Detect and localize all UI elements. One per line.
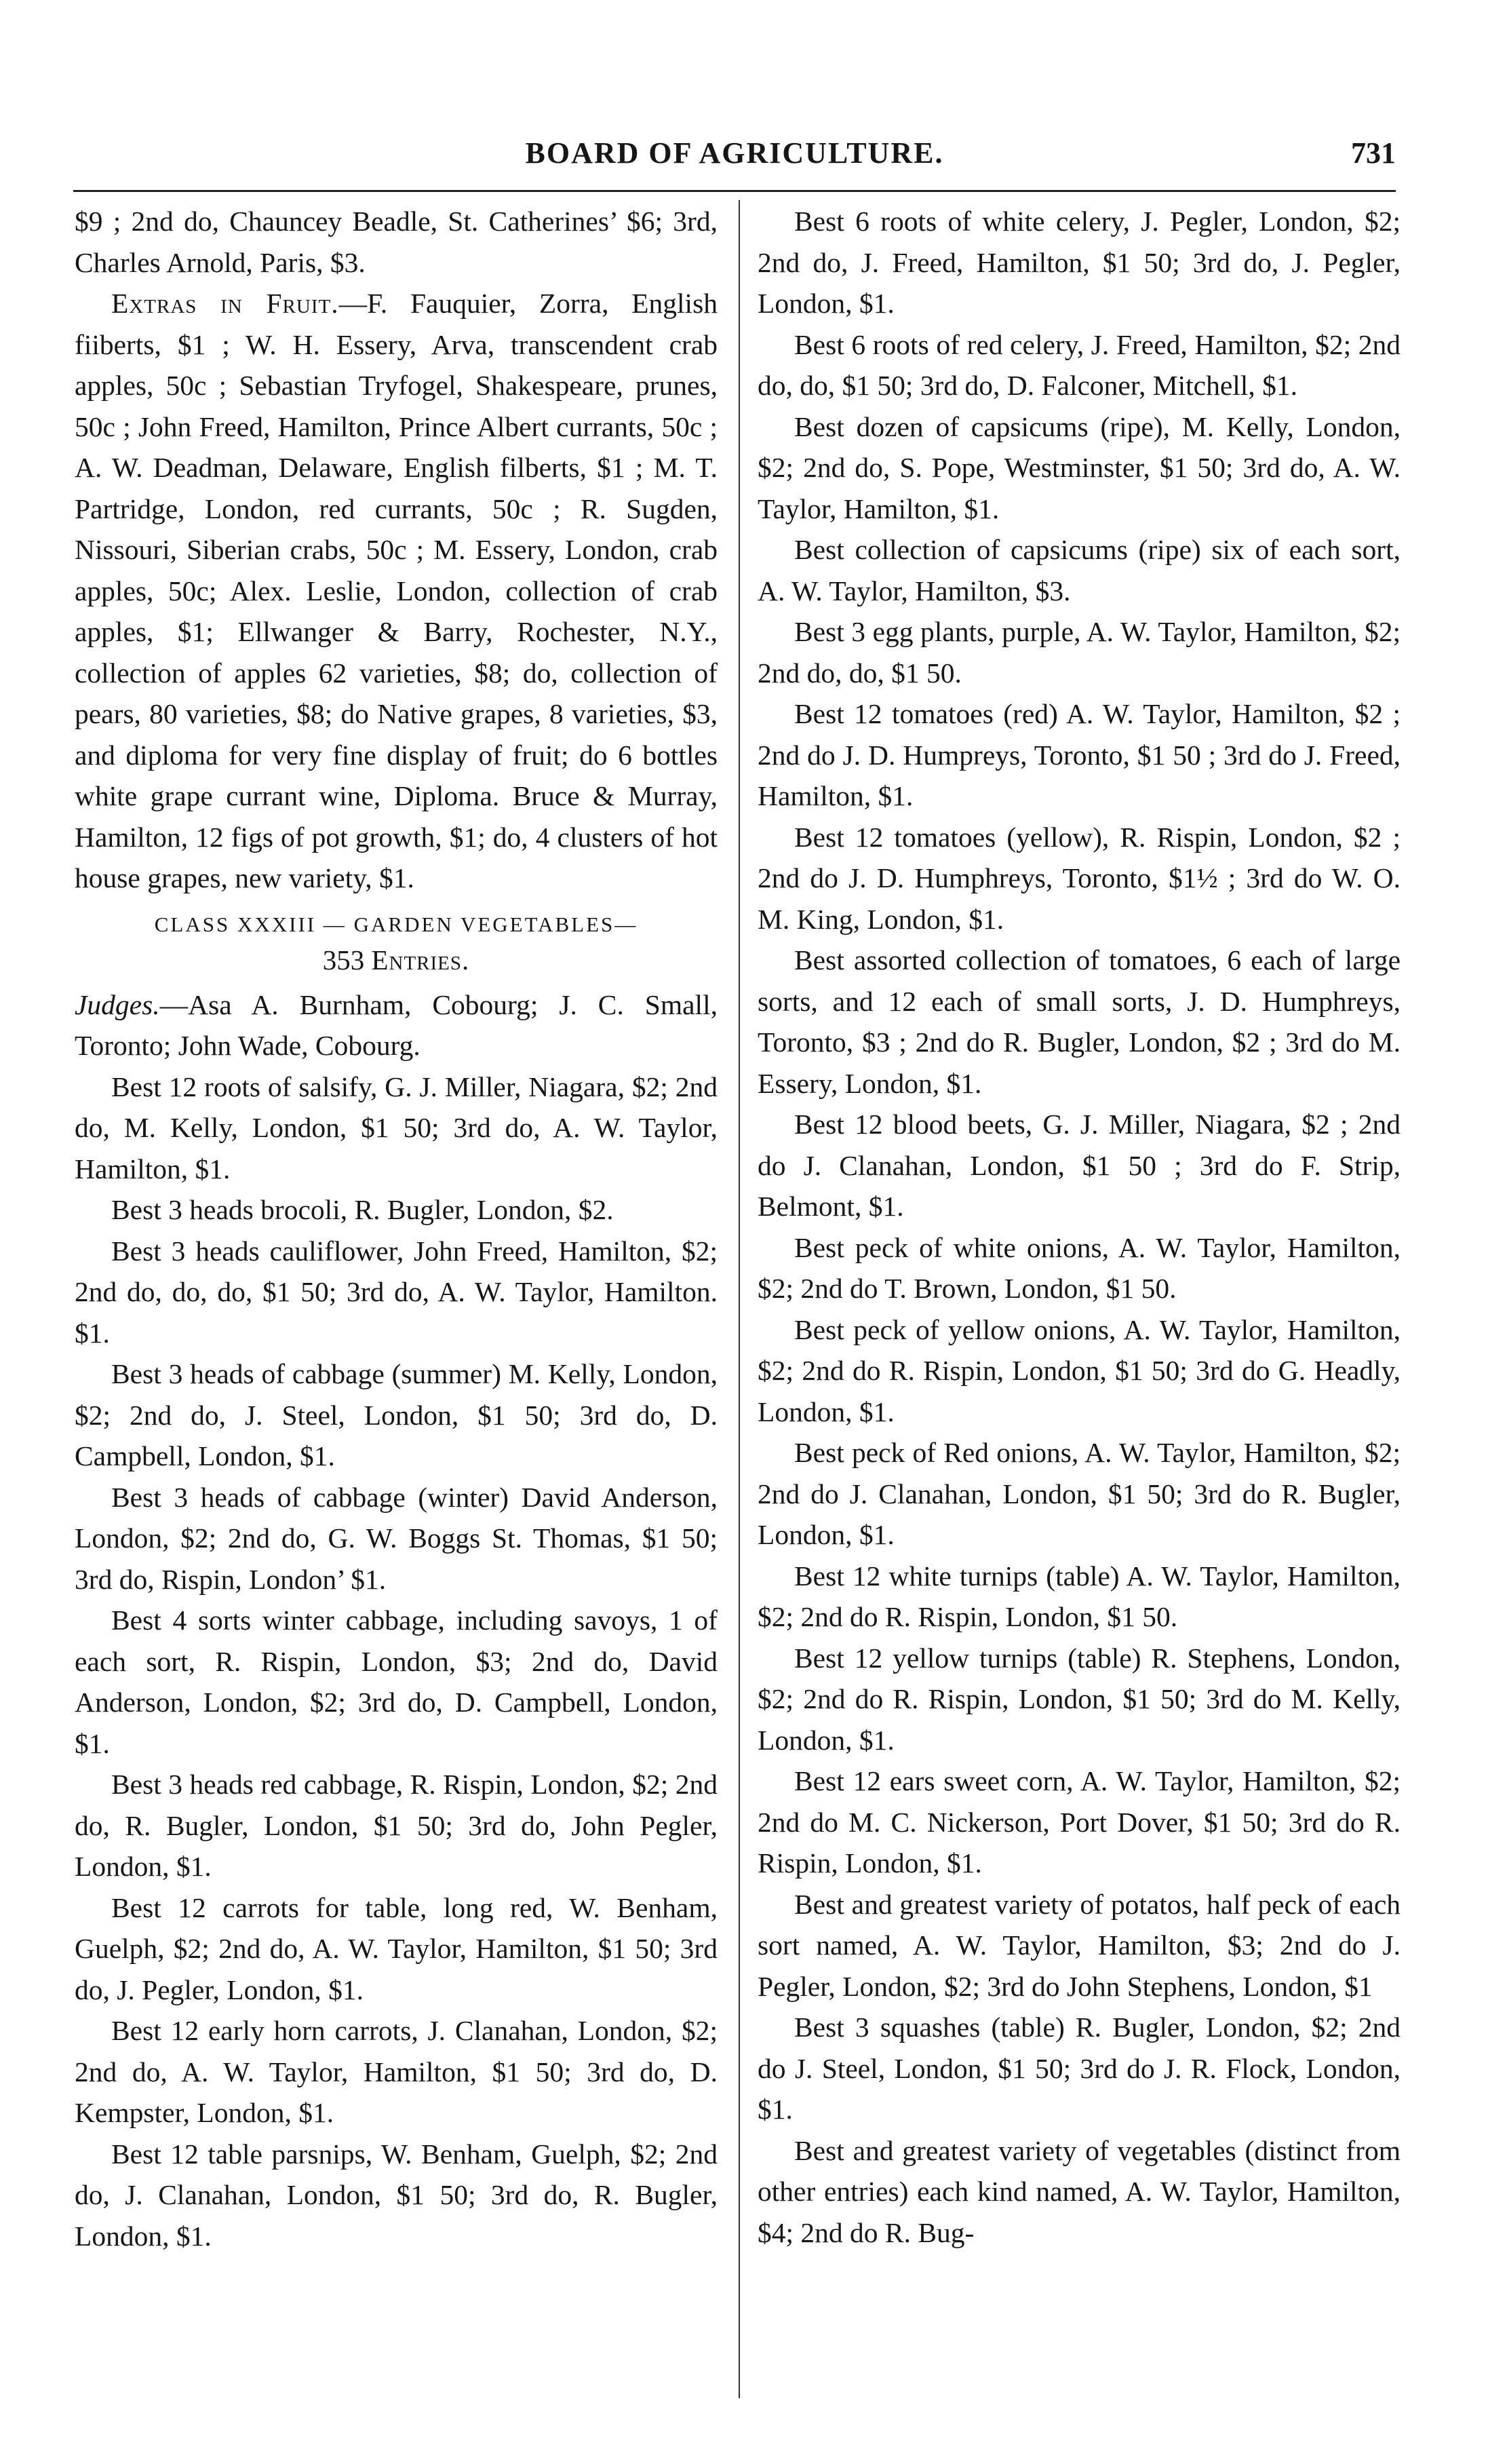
entry-paragraph: Best 3 heads cauliflower, John Freed, Hamilton, $2; 2nd do, do, do, $1 50; 3rd do, A. W. Taylor, Hamilton. $1. <box>75 1235 718 1349</box>
entry-paragraph: Best 4 sorts winter cabbage, including savoys, 1 of each sort, R. Rispin, London, $3; 2nd do, David Anderson, London, $2; 3rd do, D. Campbell, London, $1. <box>75 1604 718 1759</box>
judges-label: Judges. <box>75 988 160 1020</box>
entry-paragraph: Best peck of yellow onions, A. W. Taylor, Hamilton, $2; 2nd do R. Rispin, London, $1 50; 3rd do G. Headly, London, $1. <box>758 1313 1401 1427</box>
entry-paragraph: Best 3 squashes (table) R. Bugler, London, $2; 2nd do J. Steel, London, $1 50; 3rd do J. R. Flock, London, $1. <box>758 2011 1401 2125</box>
running-title: BOARD OF AGRICULTURE. <box>525 136 944 170</box>
header-rule <box>73 190 1396 192</box>
entry-paragraph: Best 12 tomatoes (yellow), R. Rispin, London, $2 ; 2nd do J. D. Humphreys, Toronto, $1½ ; 3rd do W. O. M. King, London, $1. <box>758 821 1401 935</box>
page-header <box>73 136 1396 176</box>
entry-paragraph: Best collection of capsicums (ripe) six of each sort, A. W. Taylor, Hamilton, $3. <box>758 534 1401 607</box>
entry-paragraph: Best peck of Red onions, A. W. Taylor, Hamilton, $2; 2nd do J. Clanahan, London, $1 50; 3rd do R. Bugler, London, $1. <box>758 1437 1401 1550</box>
entries-word: Entries. <box>371 944 470 976</box>
entry-paragraph: Best 12 early horn carrots, J. Clanahan, London, $2; 2nd do, A. W. Taylor, Hamilton, $1 50; 3rd do, D. Kempster, London, $1. <box>75 2015 718 2128</box>
entry-paragraph: Best and greatest variety of potatos, half peck of each sort named, A. W. Taylor, Hamilton, $3; 2nd do J. Pegler, London, $2; 3rd do John Stephens, London, $1 <box>758 1888 1401 2002</box>
entry-paragraph: Best 12 ears sweet corn, A. W. Taylor, Hamilton, $2; 2nd do M. C. Nickerson, Port Dover, $1 50; 3rd do R. Rispin, London, $1. <box>758 1765 1401 1879</box>
entries-number: 353 <box>322 944 365 976</box>
extras-in-fruit-paragraph <box>75 283 718 899</box>
entry-paragraph: Best 6 roots of white celery, J. Pegler, London, $2; 2nd do, J. Freed, Hamilton, $1 50; 3rd do, J. Pegler, London, $1. <box>758 206 1401 319</box>
entry-paragraph: Best and greatest variety of vegetables (distinct from other entries) each kind named, A. W. Taylor, Hamilton, $4; 2nd do R. Bug- <box>758 2134 1401 2248</box>
entry-paragraph: Best 3 heads of cabbage (summer) M. Kelly, London, $2; 2nd do, J. Steel, London, $1 50; 3rd do, D. Campbell, London, $1. <box>75 1358 718 1471</box>
extras-text: —F. Fauquier, Zorra, English fiiberts, $1 ; W. H. Essery, Arva, transcendent crab apples, 50c ; Sebastian Tryfogel, Shakespeare, prunes, 50c ; John Freed, Hamilton, Prince Albert currants, 50c ; A. W. Deadman, Delaware, English filberts, $1 ; M. T. Partridge, London, red currants, 50c ; R. Sugden, Nissouri, Siberian crabs, 50c ; M. Essery, London, crab apples, 50c; Alex. Leslie, London, collection of crab apples, $1; Ellwanger & Barry, Rochester, N.Y., collection of apples 62 varieties, $8; do, collection of pears, 80 varieties, $8; do Native grapes, 8 varieties, $3, and diploma for very fine display of fruit; do 6 bottles white grape currant wine, Diploma. Bruce & Murray, Hamilton, 12 figs of pot growth, $1; do, 4 clusters of hot house grapes, new variety, $1. <box>75 288 718 893</box>
entry-paragraph: Best peck of white onions, A. W. Taylor, Hamilton, $2; 2nd do T. Brown, London, $1 50. <box>758 1231 1401 1304</box>
entry-paragraph: Best 3 heads of cabbage (winter) David Anderson, London, $2; 2nd do, G. W. Boggs St. Thomas, $1 50; 3rd do, Rispin, London’ $1. <box>75 1481 718 1595</box>
paragraph: $9 ; 2nd do, Chauncey Beadle, St. Catherines’ $6; 3rd, Charles Arnold, Paris, $3. <box>75 206 718 278</box>
judges-paragraph <box>75 984 718 1066</box>
right-column <box>758 201 1401 2253</box>
entry-paragraph: Best 3 egg plants, purple, A. W. Taylor, Hamilton, $2; 2nd do, do, $1 50. <box>758 616 1401 689</box>
entry-paragraph: Best assorted collection of tomatoes, 6 each of large sorts, and 12 each of small sorts, J. D. Humphreys, Toronto, $3 ; 2nd do R. Bugler, London, $2 ; 3rd do M. Essery, London, $1. <box>758 944 1401 1099</box>
extras-heading: Extras in Fruit. <box>111 288 339 319</box>
entry-paragraph: Best 12 blood beets, G. J. Miller, Niagara, $2 ; 2nd do J. Clanahan, London, $1 50 ; 3rd do F. Strip, Belmont, $1. <box>758 1109 1401 1222</box>
entry-paragraph: Best 12 carrots for table, long red, W. Benham, Guelph, $2; 2nd do, A. W. Taylor, Hamilton, $1 50; 3rd do, J. Pegler, London, $1. <box>75 1891 718 2005</box>
judges-text: —Asa A. Burnham, Cobourg; J. C. Small, Toronto; John Wade, Cobourg. <box>75 988 718 1061</box>
column-divider <box>739 200 740 2398</box>
entry-paragraph: Best 12 roots of salsify, G. J. Miller, Niagara, $2; 2nd do, M. Kelly, London, $1 50; 3rd do, A. W. Taylor, Hamilton, $1. <box>75 1071 718 1185</box>
left-column <box>75 201 718 2256</box>
entry-paragraph: Best dozen of capsicums (ripe), M. Kelly, London, $2; 2nd do, S. Pope, Westminster, $1 50; 3rd do, A. W. Taylor, Hamilton, $1. <box>758 410 1401 524</box>
entry-paragraph: Best 3 heads brocoli, R. Bugler, London, $2. <box>111 1194 614 1225</box>
page-number: 731 <box>1351 136 1396 170</box>
entry-paragraph: Best 3 heads red cabbage, R. Rispin, London, $2; 2nd do, R. Bugler, London, $1 50; 3rd do, John Pegler, London, $1. <box>75 1769 718 1882</box>
entry-paragraph: Best 12 table parsnips, W. Benham, Guelph, $2; 2nd do, J. Clanahan, London, $1 50; 3rd do, R. Bugler, London, $1. <box>75 2138 718 2252</box>
entry-paragraph: Best 12 yellow turnips (table) R. Stephens, London, $2; 2nd do R. Rispin, London, $1 50; 3rd do M. Kelly, London, $1. <box>758 1642 1401 1756</box>
class-heading: CLASS XXXIII — GARDEN VEGETABLES— <box>154 912 638 936</box>
entry-paragraph: Best 6 roots of red celery, J. Freed, Hamilton, $2; 2nd do, do, $1 50; 3rd do, D. Falconer, Mitchell, $1. <box>758 328 1401 401</box>
entries-heading <box>75 942 718 978</box>
entry-paragraph: Best 12 tomatoes (red) A. W. Taylor, Hamilton, $2 ; 2nd do J. D. Humpreys, Toronto, $1 50 ; 3rd do J. Freed, Hamilton, $1. <box>758 698 1401 811</box>
entry-paragraph: Best 12 white turnips (table) A. W. Taylor, Hamilton, $2; 2nd do R. Rispin, London, $1 50. <box>758 1560 1401 1632</box>
